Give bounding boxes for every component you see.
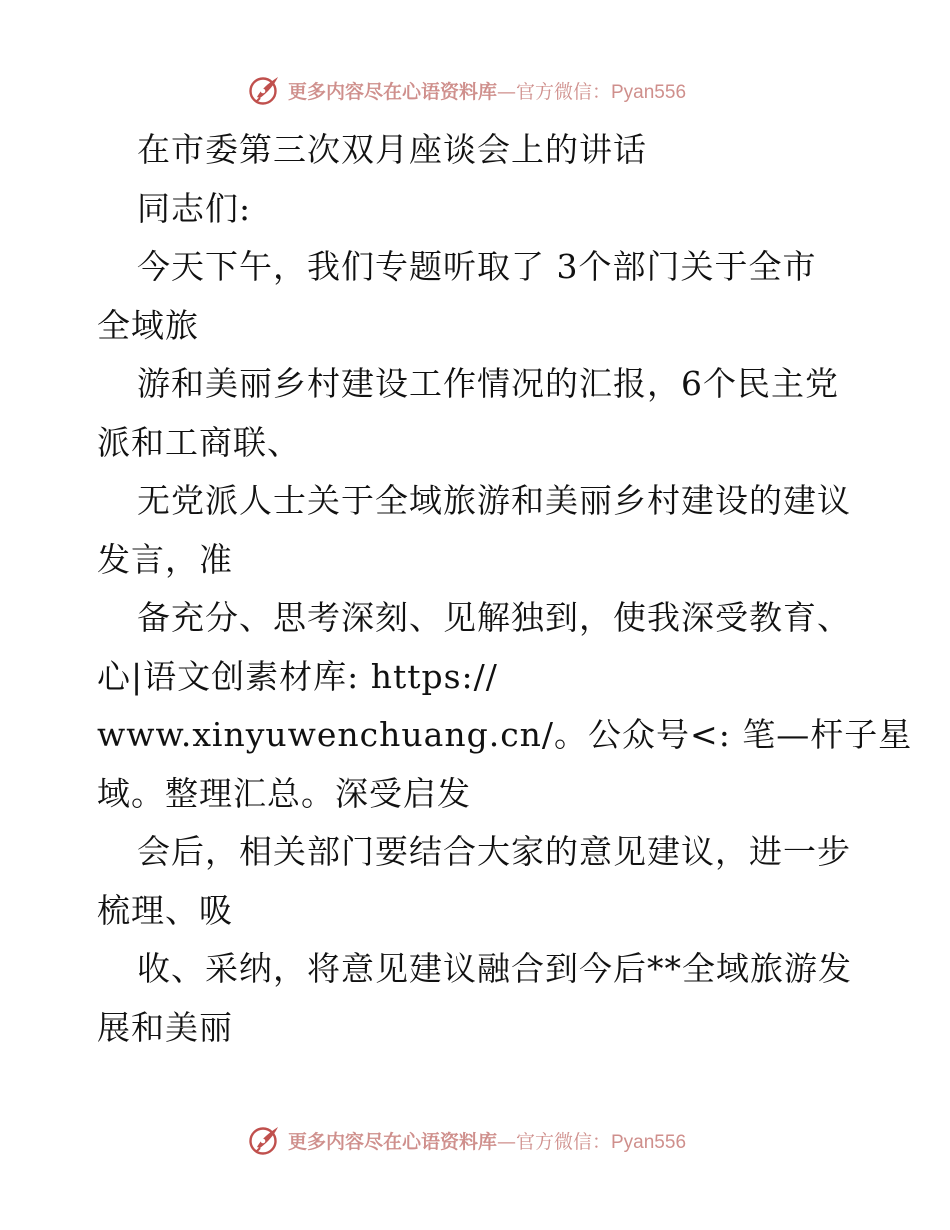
quill-pen-logo-icon (248, 1123, 282, 1157)
paragraph-line: 心|语文创素材库: https:// (97, 656, 498, 696)
footer-watermark (0, 1120, 950, 1160)
quill-pen-logo-icon (248, 73, 282, 107)
watermark-main: 更多内容尽在心语资料库 (287, 1130, 497, 1153)
paragraph-line: 梳理、吸 (97, 890, 233, 930)
paragraph-line: 全域旅 (97, 305, 199, 345)
paragraph-line: 发言，准 (97, 539, 233, 579)
paragraph-line: 无党派人士关于全域旅游和美丽乡村建设的建议 (137, 481, 851, 520)
paragraph-line: 会后，相关部门要结合大家的意见建议，进一步 (137, 832, 851, 871)
document-body (97, 121, 913, 1057)
salutation: 同志们: (137, 188, 252, 228)
paragraph-line: www.xinyuwenchuang.cn/。公众号<: 笔—杆子星 (97, 715, 913, 754)
header-watermark (0, 70, 950, 110)
watermark-separator: — (496, 1130, 516, 1153)
watermark-label: 官方微信： (515, 1130, 611, 1153)
watermark-main: 更多内容尽在心语资料库 (287, 80, 497, 103)
paragraph-line: 域。整理汇总。深受启发 (97, 773, 471, 813)
watermark-wechat-id: Pyan556 (611, 81, 687, 103)
paragraph-line: 游和美丽乡村建设工作情况的汇报，6个民主党 (137, 364, 839, 403)
paragraph-line: 派和工商联、 (97, 422, 301, 462)
document-title: 在市委第三次双月座谈会上的讲话 (137, 130, 647, 169)
paragraph-line: 收、采纳，将意见建议融合到今后**全域旅游发 (137, 949, 852, 988)
watermark-separator: — (496, 80, 516, 103)
paragraph-line: 展和美丽 (97, 1007, 233, 1047)
watermark-text (288, 1127, 686, 1154)
watermark-text (288, 77, 686, 104)
paragraph-line: 今天下午，我们专题听取了 3个部门关于全市 (137, 247, 817, 286)
watermark-wechat-id: Pyan556 (611, 1131, 687, 1153)
paragraph-line: 备充分、思考深刻、见解独到，使我深受教育、 (137, 598, 851, 637)
watermark-label: 官方微信： (515, 80, 611, 103)
